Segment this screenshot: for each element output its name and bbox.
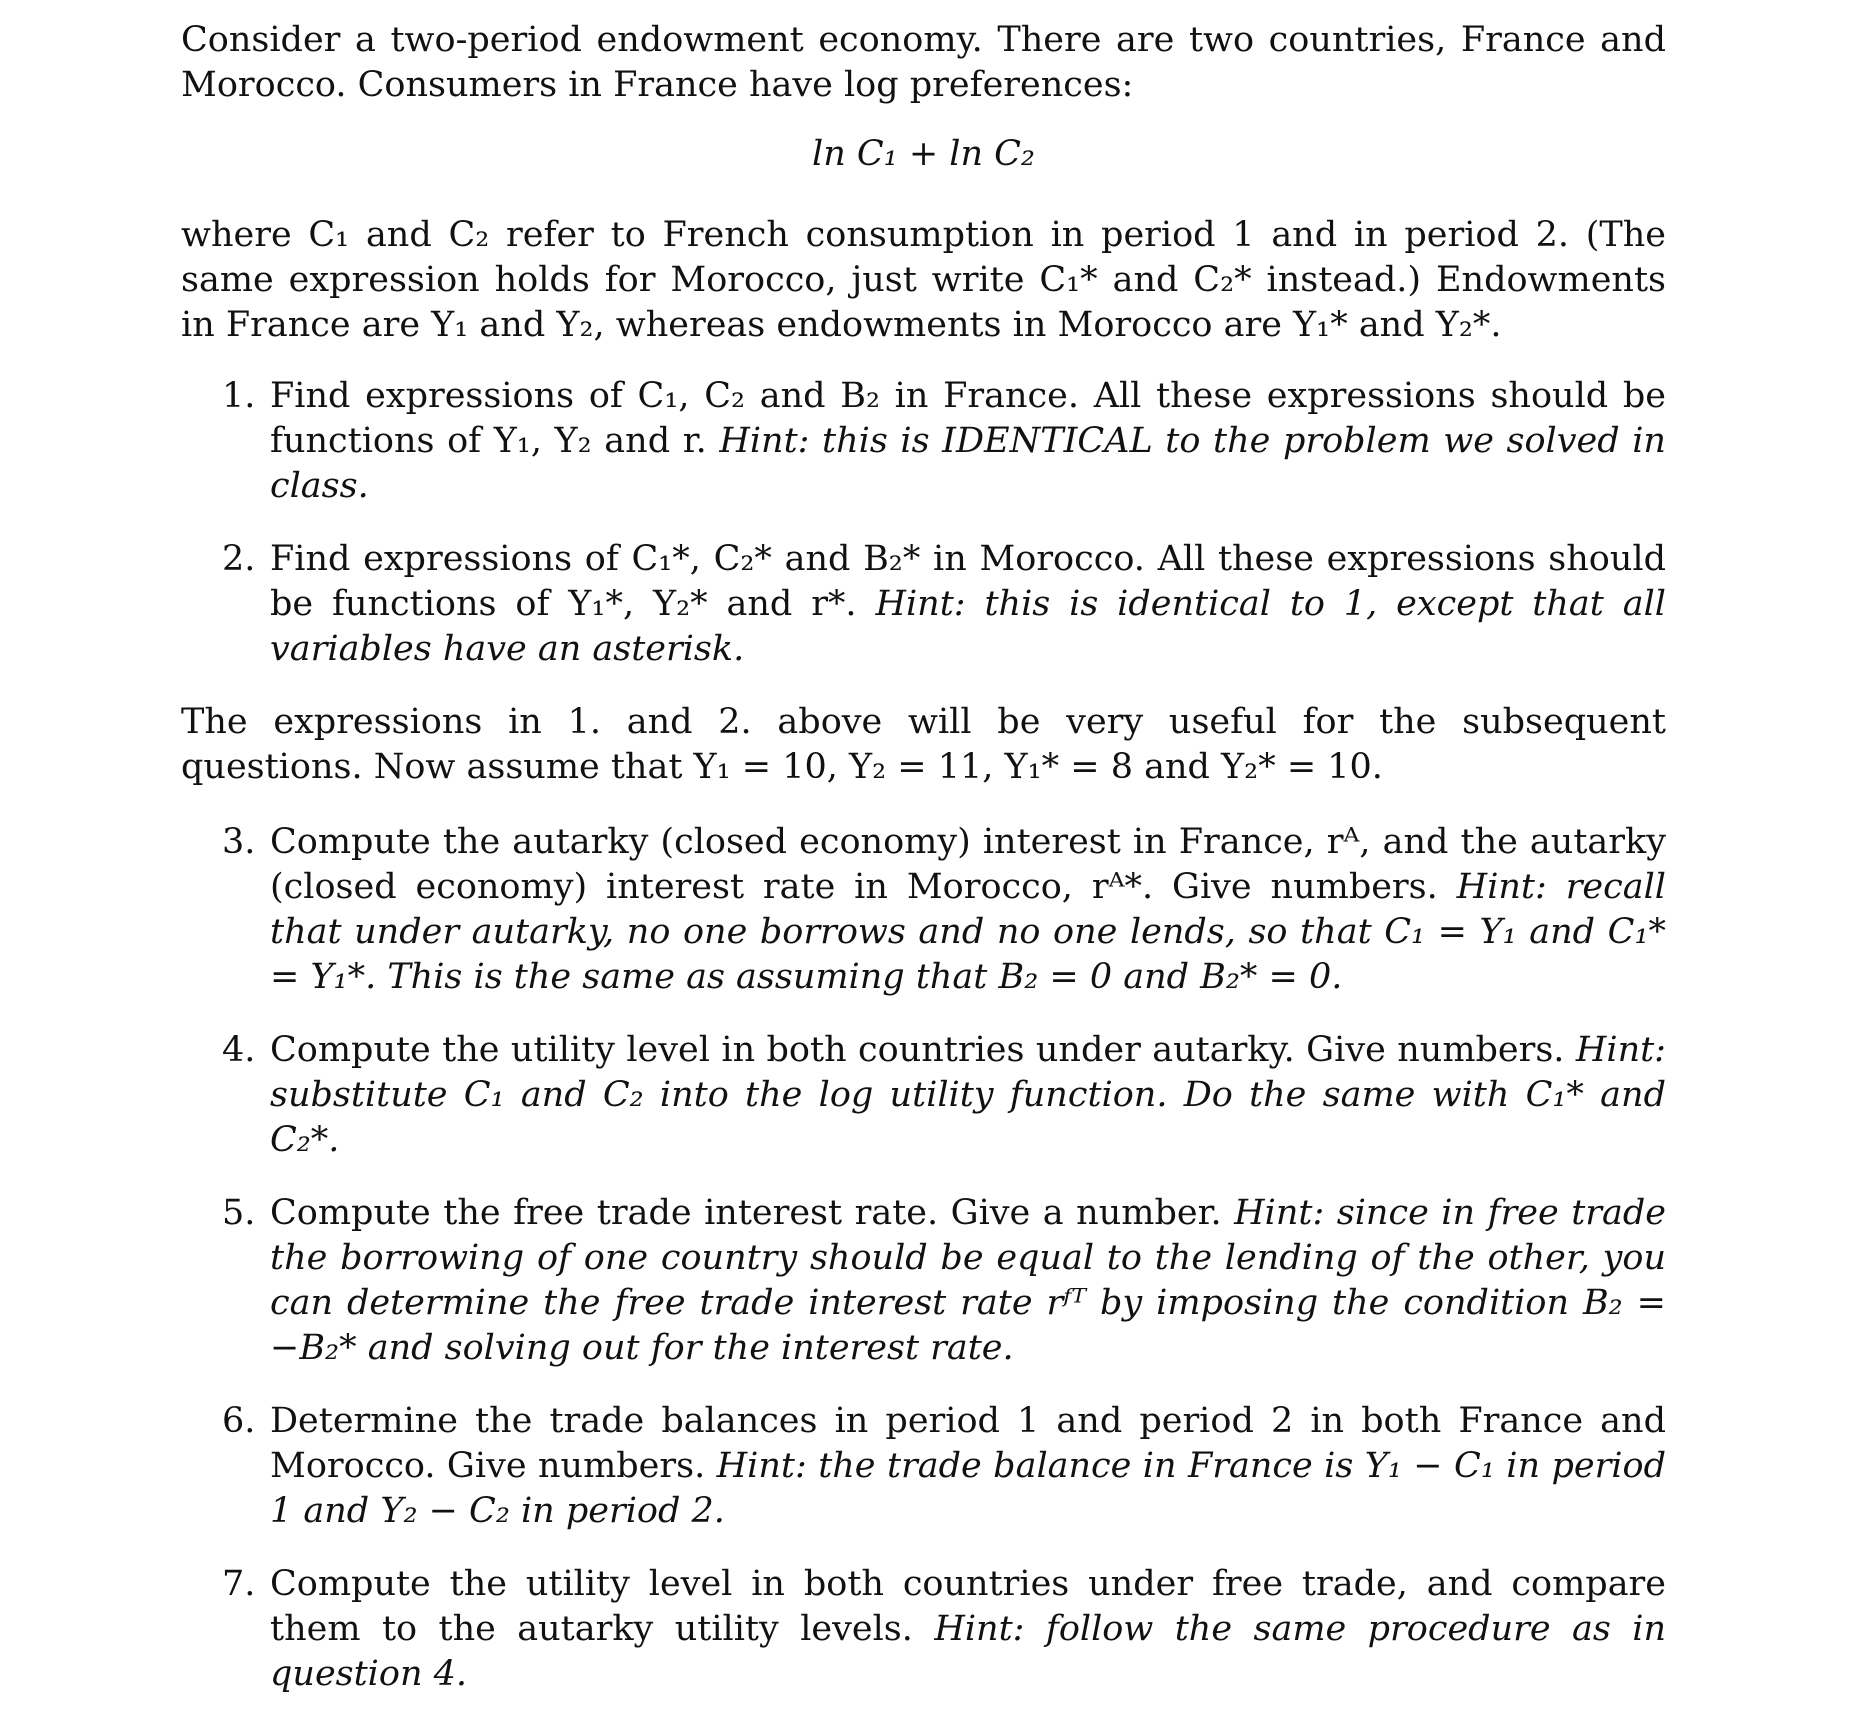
question-number: 7. [222, 1564, 256, 1604]
question-text: Find expressions of C₁, C₂ and B₂ in France. All these expressions should be functions of Y₁, Y₂ and r. [270, 376, 1666, 461]
definitions-paragraph: where C₁ and C₂ refer to French consumption in period 1 and in period 2. (The same expression holds for Morocco, just write C₁* and C₂* instead.) Endowments in France are Y₁ and Y₂, whereas endowments in Morocco are Y₁* and Y₂*. [181, 215, 1666, 345]
question-text: Determine the trade balances in period 1 and period 2 in both France and Morocco. Give numbers. [270, 1401, 1666, 1486]
question-hint: Hint: recall that under autarky, no one borrows and no one lends, so that C₁ = Y₁ and C₁* = Y₁*. This is the same as assuming that B₂ = 0 and B₂* = 0. [270, 867, 1666, 997]
question-number: 6. [222, 1401, 256, 1441]
question-4 [181, 1028, 1666, 1163]
question-3 [181, 820, 1666, 1000]
question-5 [181, 1191, 1666, 1371]
question-number: 5. [222, 1193, 256, 1233]
question-hint: Hint: substitute C₁ and C₂ into the log utility function. Do the same with C₁* and C₂*. [270, 1030, 1666, 1160]
intro-paragraph: Consider a two-period endowment economy. There are two countries, France and Morocco. Consumers in France have log preferences: [181, 20, 1666, 105]
question-hint: Hint: this is identical to 1, except that all variables have an asterisk. [270, 584, 1666, 669]
question-text: Find expressions of C₁*, C₂* and B₂* in Morocco. All these expressions should be functions of Y₁*, Y₂* and r*. [270, 539, 1666, 624]
question-6 [181, 1399, 1666, 1534]
question-text: Compute the utility level in both countries under autarky. Give numbers. [270, 1030, 1565, 1070]
question-text: Compute the autarky (closed economy) interest in France, rᴬ, and the autarky (closed economy) interest rate in Morocco, rᴬ*. Give numbers. [270, 822, 1666, 907]
question-number: 3. [222, 822, 256, 862]
question-hint: Hint: this is IDENTICAL to the problem we solved in class. [270, 421, 1666, 506]
question-hint: Hint: follow the same procedure as in question 4. [270, 1609, 1666, 1694]
question-number: 1. [222, 376, 256, 416]
question-list-part1 [181, 374, 1666, 672]
problem-document [181, 18, 1666, 1725]
question-hint: Hint: the trade balance in France is Y₁ − C₁ in period 1 and Y₂ − C₂ in period 2. [270, 1446, 1666, 1531]
question-number: 4. [222, 1030, 256, 1070]
question-number: 2. [222, 539, 256, 579]
question-text: Compute the free trade interest rate. Give a number. [270, 1193, 1222, 1233]
question-7 [181, 1562, 1666, 1697]
preference-equation: ln C₁ + ln C₂ [812, 134, 1035, 174]
question-2 [181, 537, 1666, 672]
question-text: Compute the utility level in both countries under free trade, and compare them to the autarky utility levels. [270, 1564, 1666, 1649]
question-hint: Hint: since in free trade the borrowing of one country should be equal to the lending of the other, you can determine the free trade interest rate rᶠᵀ by imposing the condition B₂ = −B₂* and solving out for the interest rate. [270, 1193, 1666, 1368]
transition-paragraph: The expressions in 1. and 2. above will be very useful for the subsequent questions. Now assume that Y₁ = 10, Y₂ = 11, Y₁* = 8 and Y₂* = 10. [181, 702, 1666, 787]
question-list-part2 [181, 820, 1666, 1697]
question-1 [181, 374, 1666, 509]
